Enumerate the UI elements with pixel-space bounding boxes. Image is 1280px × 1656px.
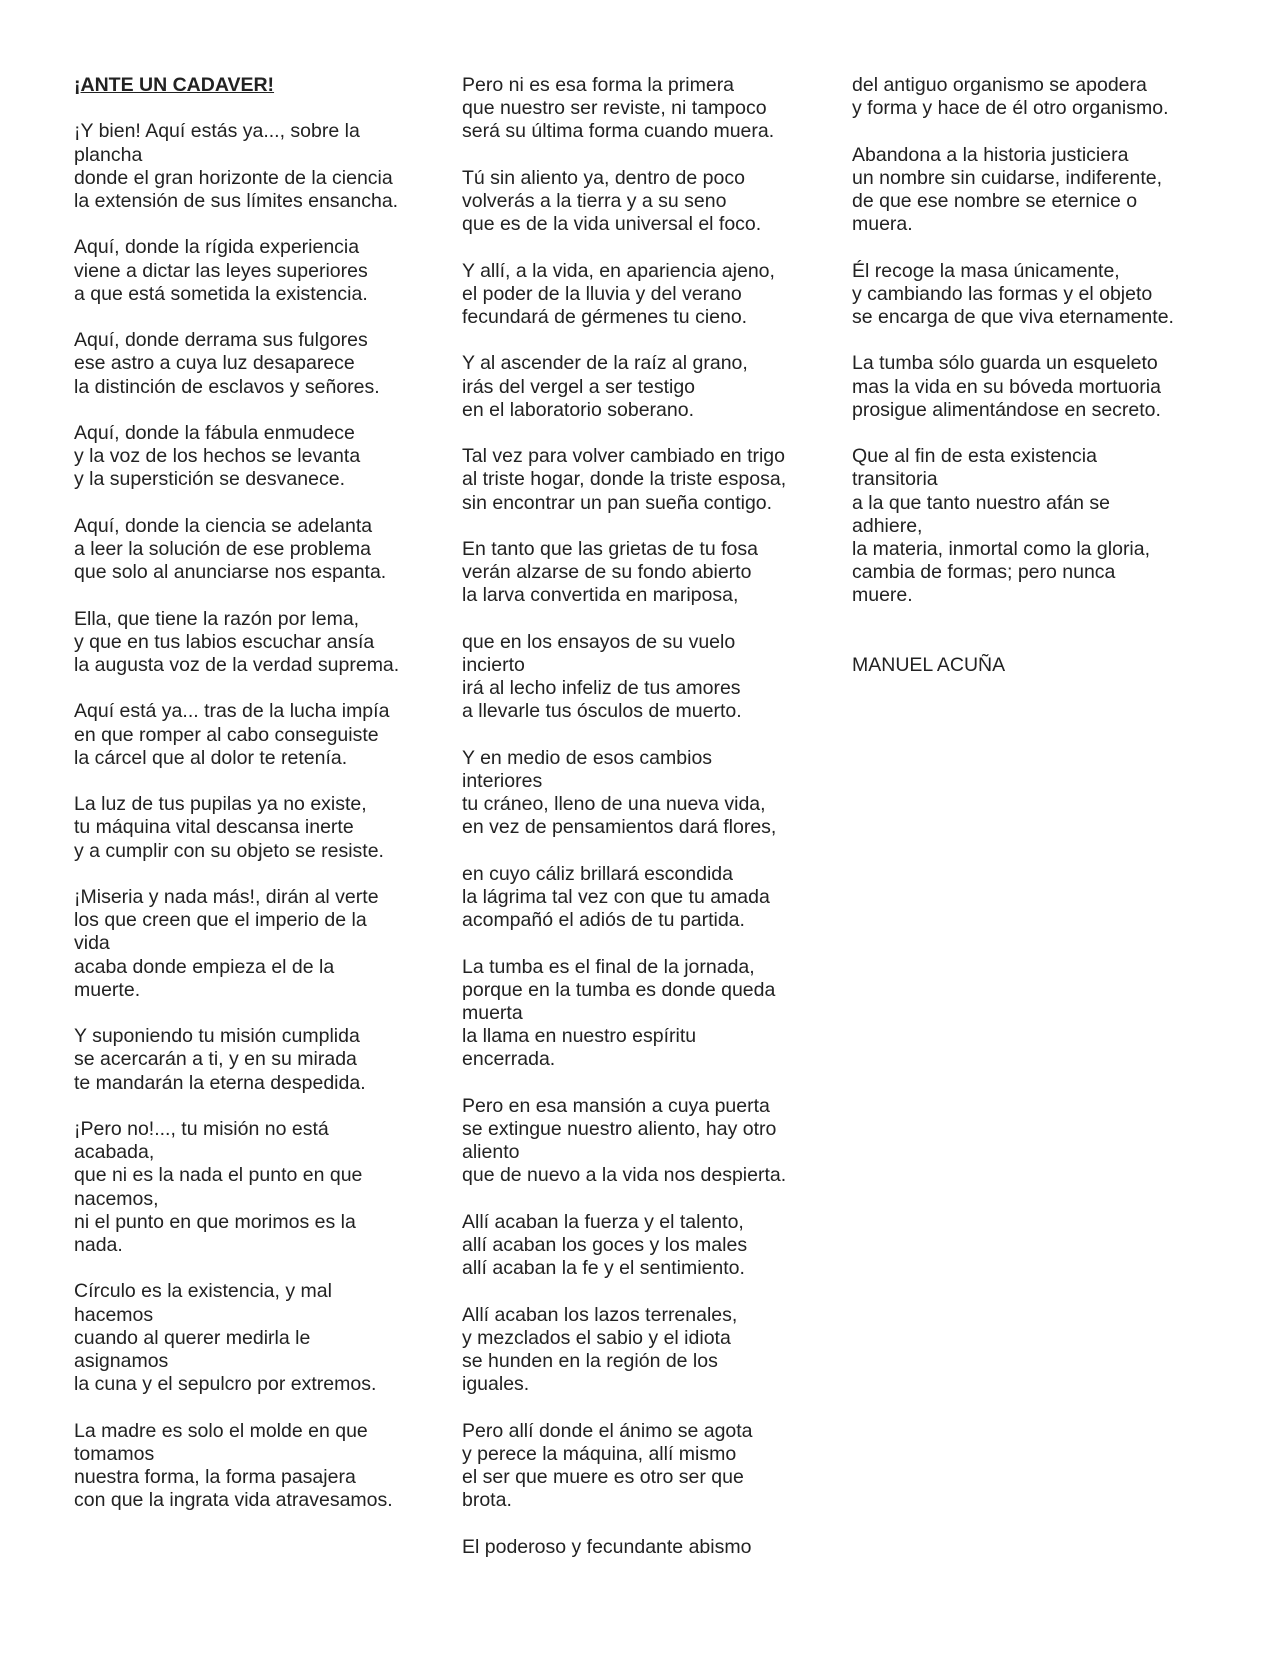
poem-line: será su última forma cuando muera. bbox=[462, 120, 775, 143]
stanza bbox=[852, 445, 1212, 607]
poem-line: encerrada. bbox=[462, 1048, 556, 1071]
stanza bbox=[74, 1280, 426, 1396]
stanza bbox=[462, 1211, 822, 1281]
poem-line: viene a dictar las leyes superiores bbox=[74, 259, 368, 282]
poem-title: ¡ANTE UN CADAVER! bbox=[74, 74, 275, 96]
poem-line: porque en la tumba es donde queda bbox=[462, 978, 776, 1001]
stanza bbox=[462, 260, 822, 330]
poem-line: en vez de pensamientos dará flores, bbox=[462, 816, 777, 839]
poem-line: incierto bbox=[462, 653, 525, 676]
poem-line: que ni es la nada el punto en que bbox=[74, 1164, 363, 1187]
stanza bbox=[74, 422, 426, 492]
poem-line: ni el punto en que morimos es la bbox=[74, 1210, 356, 1233]
stanza bbox=[852, 260, 1212, 330]
poem-line: interiores bbox=[462, 769, 543, 792]
stanza bbox=[462, 352, 822, 422]
poem-line: el ser que muere es otro ser que bbox=[462, 1465, 744, 1488]
poem-line: allí acaban la fe y el sentimiento. bbox=[462, 1257, 745, 1280]
poem-line: y forma y hace de él otro organismo. bbox=[852, 97, 1169, 120]
poem-line: los que creen que el imperio de la bbox=[74, 909, 367, 932]
poem-line: aliento bbox=[462, 1141, 520, 1164]
poem-line: Pero ni es esa forma la primera bbox=[462, 74, 735, 96]
poem-line: que es de la vida universal el foco. bbox=[462, 213, 762, 236]
poem-line: nuestra forma, la forma pasajera bbox=[74, 1465, 356, 1488]
poem-line: a llevarle tus ósculos de muerto. bbox=[462, 700, 742, 723]
poem-line: la extensión de sus límites ensancha. bbox=[74, 190, 399, 212]
stanza bbox=[74, 120, 426, 213]
poem-author: MANUEL ACUÑA bbox=[852, 654, 1006, 676]
poem-line: adhiere, bbox=[852, 514, 923, 537]
poem-line: iguales. bbox=[462, 1373, 530, 1396]
poem-line: al triste hogar, donde la triste esposa, bbox=[462, 468, 787, 491]
poem-line: Y al ascender de la raíz al grano, bbox=[462, 352, 748, 375]
poem-line: irá al lecho infeliz de tus amores bbox=[462, 677, 741, 700]
poem-line: La tumba sólo guarda un esqueleto bbox=[852, 352, 1158, 375]
stanza bbox=[462, 1420, 822, 1513]
poem-line: la cárcel que al dolor te retenía. bbox=[74, 746, 348, 769]
poem-line: tu máquina vital descansa inerte bbox=[74, 816, 354, 839]
stanza bbox=[462, 74, 822, 144]
poem-line: la augusta voz de la verdad suprema. bbox=[74, 653, 400, 676]
poem-line: y perece la máquina, allí mismo bbox=[462, 1442, 737, 1465]
stanza bbox=[462, 1536, 822, 1559]
poem-line: muera. bbox=[852, 213, 913, 236]
poem-line: vida bbox=[74, 932, 110, 955]
poem-line: la llama en nuestro espíritu bbox=[462, 1025, 697, 1048]
stanza bbox=[852, 352, 1212, 422]
poem-line: se acercarán a ti, y en su mirada bbox=[74, 1048, 357, 1071]
poem-line: Allí acaban la fuerza y el talento, bbox=[462, 1210, 744, 1233]
poem-line: cuando al querer medirla le bbox=[74, 1326, 311, 1349]
poem-line: Abandona a la historia justiciera bbox=[852, 143, 1129, 166]
poem-line: sin encontrar un pan sueña contigo. bbox=[462, 491, 773, 514]
poem-line: la cuna y el sepulcro por extremos. bbox=[74, 1373, 377, 1396]
poem-line: ese astro a cuya luz desaparece bbox=[74, 352, 355, 375]
poem-line: Y allí, a la vida, en apariencia ajeno, bbox=[462, 259, 775, 282]
poem-line: a la que tanto nuestro afán se bbox=[852, 491, 1111, 514]
stanza bbox=[462, 863, 822, 933]
poem-line: la distinción de esclavos y señores. bbox=[74, 375, 380, 398]
stanza bbox=[74, 886, 426, 1002]
poem-line: el poder de la lluvia y del verano bbox=[462, 282, 742, 305]
stanza bbox=[74, 236, 426, 306]
poem-line: Y suponiendo tu misión cumplida bbox=[74, 1025, 360, 1048]
poem-line: que nuestro ser reviste, ni tampoco bbox=[462, 97, 767, 120]
poem-line: Pero en esa mansión a cuya puerta bbox=[462, 1094, 770, 1117]
poem-line: allí acaban los goces y los males bbox=[462, 1233, 748, 1256]
poem-line: que de nuevo a la vida nos despierta. bbox=[462, 1164, 787, 1187]
stanza bbox=[462, 1095, 822, 1188]
poem-line: muerta bbox=[462, 1001, 523, 1024]
stanza bbox=[74, 608, 426, 678]
stanza bbox=[74, 1118, 426, 1257]
poem-line: la lágrima tal vez con que tu amada bbox=[462, 885, 770, 908]
poem-line: asignamos bbox=[74, 1349, 169, 1372]
poem-line: Pero allí donde el ánimo se agota bbox=[462, 1419, 753, 1442]
poem-line: donde el gran horizonte de la ciencia bbox=[74, 166, 393, 189]
poem-line: cambia de formas; pero nunca bbox=[852, 561, 1116, 584]
stanza bbox=[462, 1304, 822, 1397]
stanza bbox=[74, 1025, 426, 1095]
poem-line: en cuyo cáliz brillará escondida bbox=[462, 862, 733, 885]
poem-line: Tal vez para volver cambiado en trigo bbox=[462, 445, 785, 468]
stanza bbox=[74, 515, 426, 585]
poem-line: Aquí, donde la rígida experiencia bbox=[74, 236, 360, 259]
poem-line: te mandarán la eterna despedida. bbox=[74, 1071, 366, 1094]
poem-line: Tú sin aliento ya, dentro de poco bbox=[462, 166, 745, 189]
poem-line: Ella, que tiene la razón por lema, bbox=[74, 607, 360, 630]
poem-line: a leer la solución de ese problema bbox=[74, 537, 372, 560]
poem-line: se hunden en la región de los bbox=[462, 1349, 718, 1372]
poem-line: ¡Pero no!..., tu misión no está bbox=[74, 1117, 329, 1140]
poem-line: en que romper al cabo conseguiste bbox=[74, 723, 379, 746]
poem-line: la materia, inmortal como la gloria, bbox=[852, 538, 1151, 560]
poem-line: acaba donde empieza el de la bbox=[74, 955, 335, 978]
poem-line: volverás a la tierra y a su seno bbox=[462, 190, 727, 212]
poem-line: En tanto que las grietas de tu fosa bbox=[462, 537, 758, 560]
stanza bbox=[462, 747, 822, 840]
poem-line: muere. bbox=[852, 584, 913, 607]
poem-line: El poderoso y fecundante abismo bbox=[462, 1535, 752, 1558]
poem-line: a que está sometida la existencia. bbox=[74, 282, 368, 305]
poem-line: la larva convertida en mariposa, bbox=[462, 584, 739, 607]
poem-line: fecundará de gérmenes tu cieno. bbox=[462, 306, 748, 328]
poem-line: muerte. bbox=[74, 978, 141, 1001]
poem-line: Aquí está ya... tras de la lucha impía bbox=[74, 700, 390, 723]
poem-line: ¡Y bien! Aquí estás ya..., sobre la bbox=[74, 120, 360, 143]
poem-line: y la voz de los hechos se levanta bbox=[74, 445, 361, 468]
poem-line: un nombre sin cuidarse, indiferente, bbox=[852, 166, 1163, 189]
poem-line: tu cráneo, lleno de una nueva vida, bbox=[462, 793, 766, 816]
poem-line: mas la vida en su bóveda mortuoria bbox=[852, 375, 1161, 398]
stanza bbox=[852, 144, 1212, 237]
poem-line: tomamos bbox=[74, 1442, 155, 1465]
poem-line: que solo al anunciarse nos espanta. bbox=[74, 561, 387, 584]
poem-line: prosigue alimentándose en secreto. bbox=[852, 398, 1161, 421]
poem-line: transitoria bbox=[852, 468, 938, 491]
poem-column-1 bbox=[74, 74, 426, 1536]
poem-line: se encarga de que viva eternamente. bbox=[852, 306, 1174, 328]
poem-line: y la superstición se desvanece. bbox=[74, 468, 345, 491]
stanza bbox=[74, 700, 426, 770]
poem-line: que en los ensayos de su vuelo bbox=[462, 630, 736, 653]
poem-line: nacemos, bbox=[74, 1187, 159, 1210]
poem-line: con que la ingrata vida atravesamos. bbox=[74, 1489, 393, 1512]
poem-line: y a cumplir con su objeto se resiste. bbox=[74, 839, 384, 862]
poem-line: de que ese nombre se eternice o bbox=[852, 190, 1138, 212]
poem-line: verán alzarse de su fondo abierto bbox=[462, 561, 752, 584]
poem-line: Aquí, donde derrama sus fulgores bbox=[74, 329, 368, 352]
stanza bbox=[462, 445, 822, 515]
stanza bbox=[462, 631, 822, 724]
stanza bbox=[462, 167, 822, 237]
poem-line: acabada, bbox=[74, 1141, 155, 1164]
poem-line: acompañó el adiós de tu partida. bbox=[462, 909, 745, 932]
poem-line: plancha bbox=[74, 143, 143, 166]
poem-line: Aquí, donde la ciencia se adelanta bbox=[74, 514, 373, 537]
poem-line: en el laboratorio soberano. bbox=[462, 398, 694, 421]
poem-line: Aquí, donde la fábula enmudece bbox=[74, 421, 355, 444]
poem-line: irás del vergel a ser testigo bbox=[462, 375, 696, 398]
poem-line: Allí acaban los lazos terrenales, bbox=[462, 1303, 738, 1326]
poem-line: se extingue nuestro aliento, hay otro bbox=[462, 1117, 777, 1140]
poem-line: Que al fin de esta existencia bbox=[852, 445, 1097, 468]
poem-line: Y en medio de esos cambios bbox=[462, 746, 713, 769]
poem-column-3 bbox=[852, 74, 1212, 677]
poem-line: La luz de tus pupilas ya no existe, bbox=[74, 793, 367, 816]
poem-line: y cambiando las formas y el objeto bbox=[852, 282, 1153, 305]
stanza bbox=[74, 1420, 426, 1513]
poem-line: Círculo es la existencia, y mal bbox=[74, 1280, 332, 1303]
poem-line: La madre es solo el molde en que bbox=[74, 1419, 368, 1442]
stanza bbox=[462, 538, 822, 608]
stanza bbox=[852, 74, 1212, 120]
poem-line: nada. bbox=[74, 1233, 123, 1256]
stanza bbox=[74, 793, 426, 863]
stanza bbox=[74, 329, 426, 399]
poem-column-2 bbox=[462, 74, 822, 1582]
stanza bbox=[462, 956, 822, 1072]
poem-line: y que en tus labios escuchar ansía bbox=[74, 630, 375, 653]
poem-line: hacemos bbox=[74, 1303, 154, 1326]
poem-line: La tumba es el final de la jornada, bbox=[462, 955, 755, 978]
poem-line: Él recoge la masa únicamente, bbox=[852, 259, 1120, 282]
poem-line: y mezclados el sabio y el idiota bbox=[462, 1326, 731, 1349]
poem-line: brota. bbox=[462, 1489, 512, 1512]
poem-line: ¡Miseria y nada más!, dirán al verte bbox=[74, 885, 379, 908]
poem-line: del antiguo organismo se apodera bbox=[852, 74, 1147, 96]
